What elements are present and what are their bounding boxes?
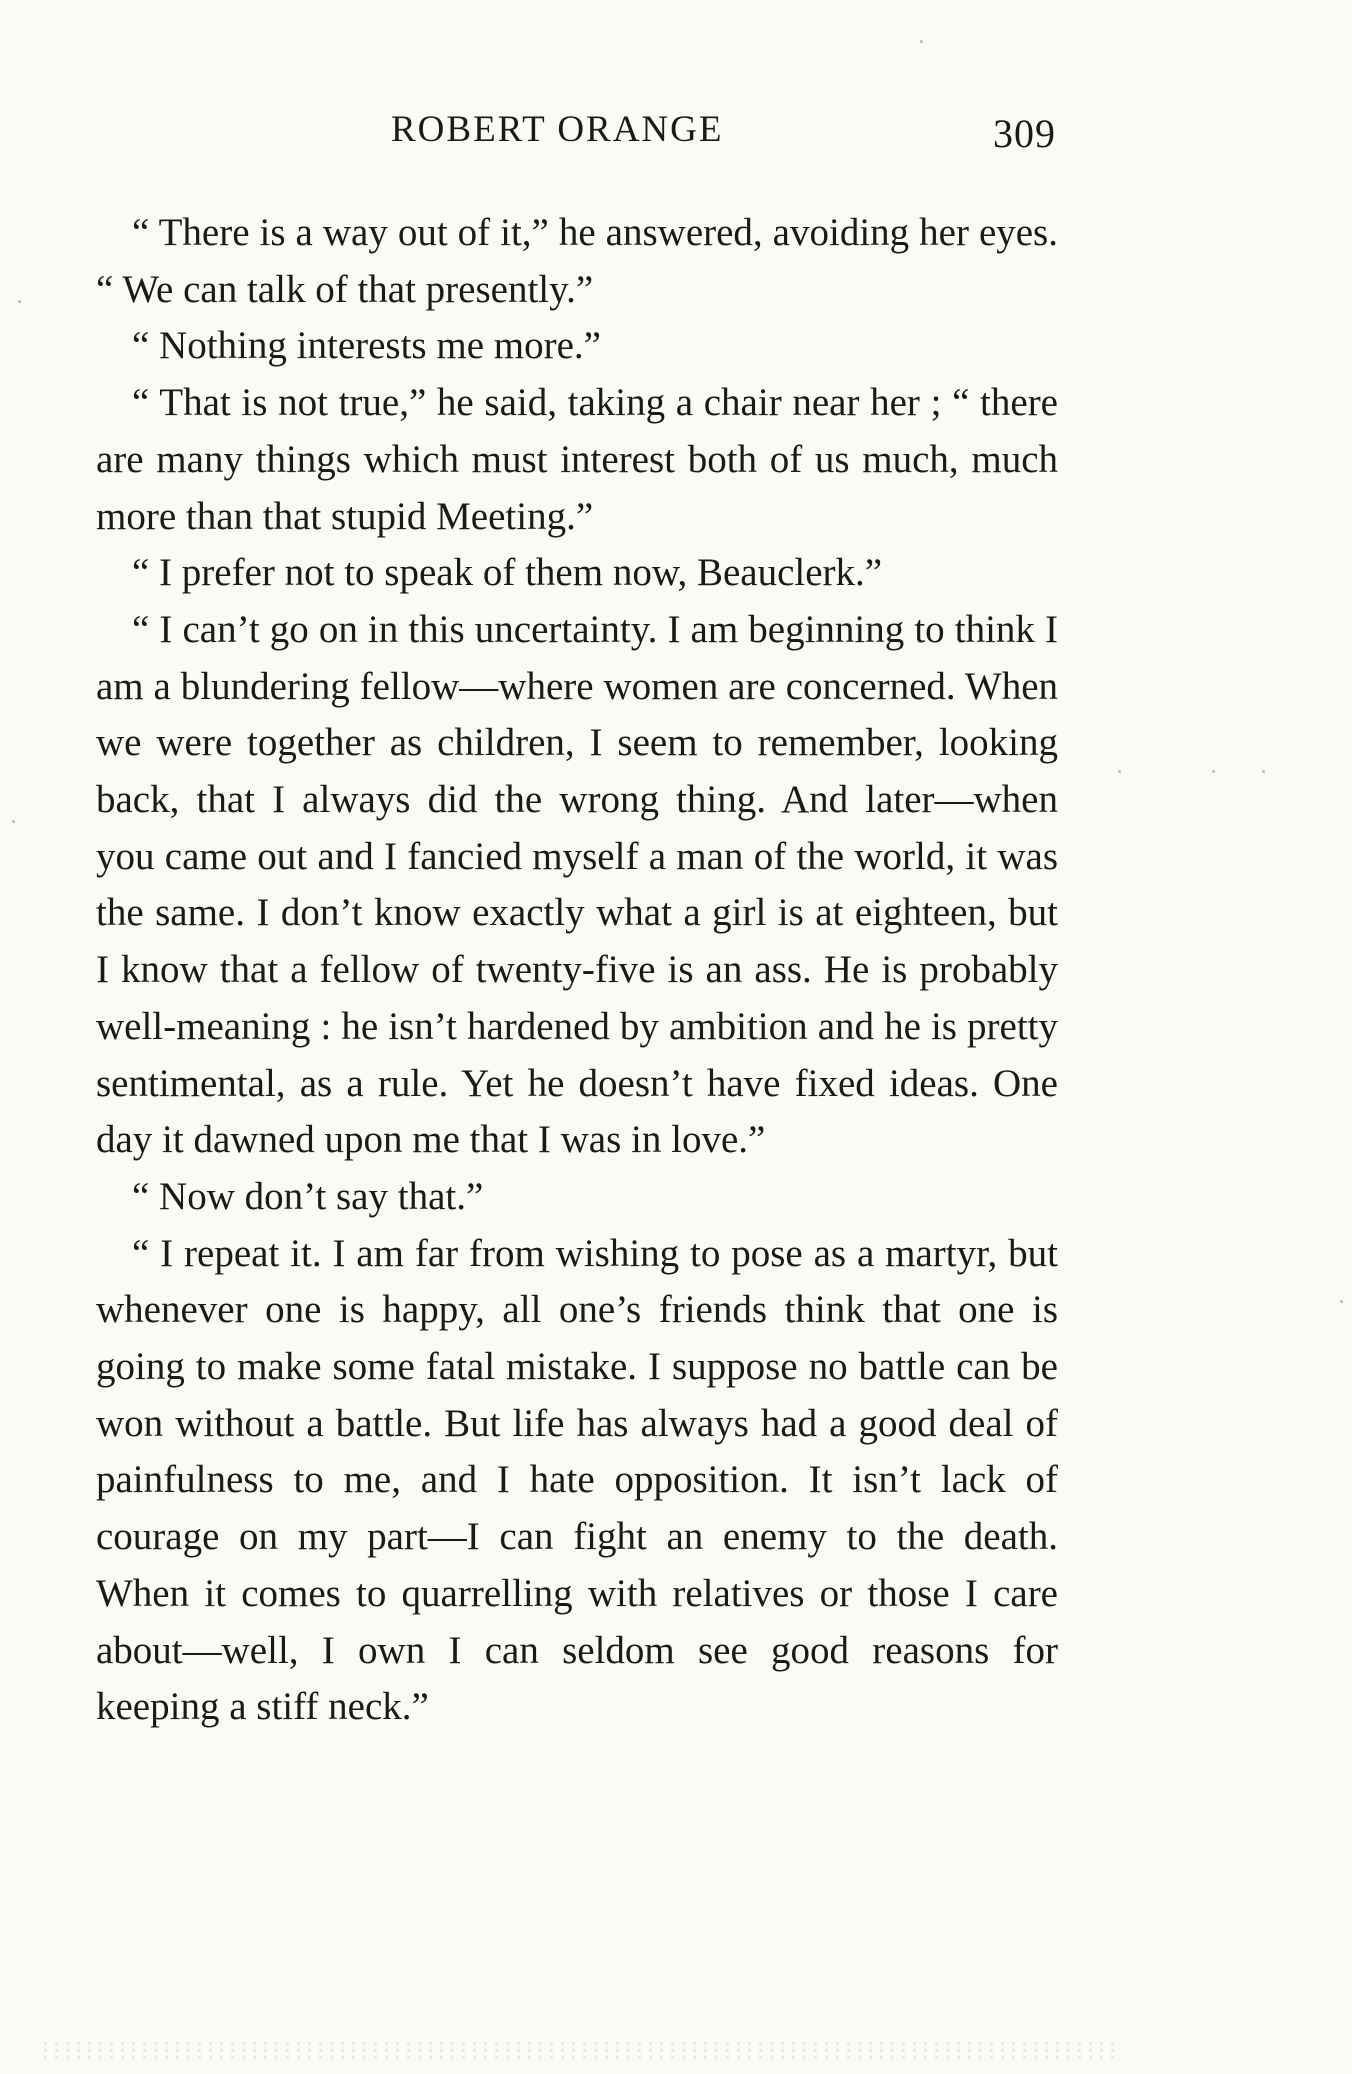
running-title: ROBERT ORANGE <box>391 109 724 150</box>
body-text <box>96 205 1058 1736</box>
paper-noise <box>40 2040 1120 2060</box>
running-head <box>96 108 1056 168</box>
paper-speck <box>920 40 923 43</box>
paper-speck <box>18 300 21 303</box>
paper-speck <box>1212 770 1215 773</box>
paragraph: “ I can’t go on in this uncertainty. I am beginning to think I am a blundering fellow—where women are concerned. When we were together as children, I seem to remember, looking back, that I always did the wrong thing. And later—when you came out and I fancied myself a man of the world, it was the same. I don’t know exactly what a girl is at eighteen, but I know that a fellow of twenty-five is an ass. He is probably well-meaning : he isn’t hardened by ambition and he is pretty sentimental, as a rule. Yet he doesn’t have fixed ideas. One day it dawned upon me that I was in love.” <box>96 607 1058 1162</box>
paragraph: “ That is not true,” he said, taking a chair near her ; “ there are many things which must interest both of us much, much more than that stupid Meeting.” <box>96 381 1058 538</box>
paper-speck <box>1262 770 1265 773</box>
page-number: 309 <box>993 111 1056 156</box>
paragraph: “ Now don’t say that.” <box>132 1174 484 1218</box>
paragraph: “ I prefer not to speak of them now, Beauclerk.” <box>132 551 883 595</box>
paragraph: “ I repeat it. I am far from wishing to pose as a martyr, but whenever one is happy, all one’s friends think that one is going to make some fatal mistake. I suppose no battle can be won without a battle. But life has always had a good deal of painfulness to me, and I hate opposition. It isn’t lack of courage on my part—I can fight an enemy to the death. When it comes to quarrelling with relatives or those I care about—well, I own I can seldom see good reasons for keeping a stiff neck.” <box>96 1231 1058 1729</box>
paper-speck <box>1340 1300 1343 1303</box>
paragraph: “ There is a way out of it,” he answered, avoiding her eyes. “ We can talk of that presently.” <box>96 211 1058 311</box>
paper-speck <box>12 820 15 823</box>
paragraph: “ Nothing interests me more.” <box>132 324 601 368</box>
paper-speck <box>1118 770 1121 773</box>
